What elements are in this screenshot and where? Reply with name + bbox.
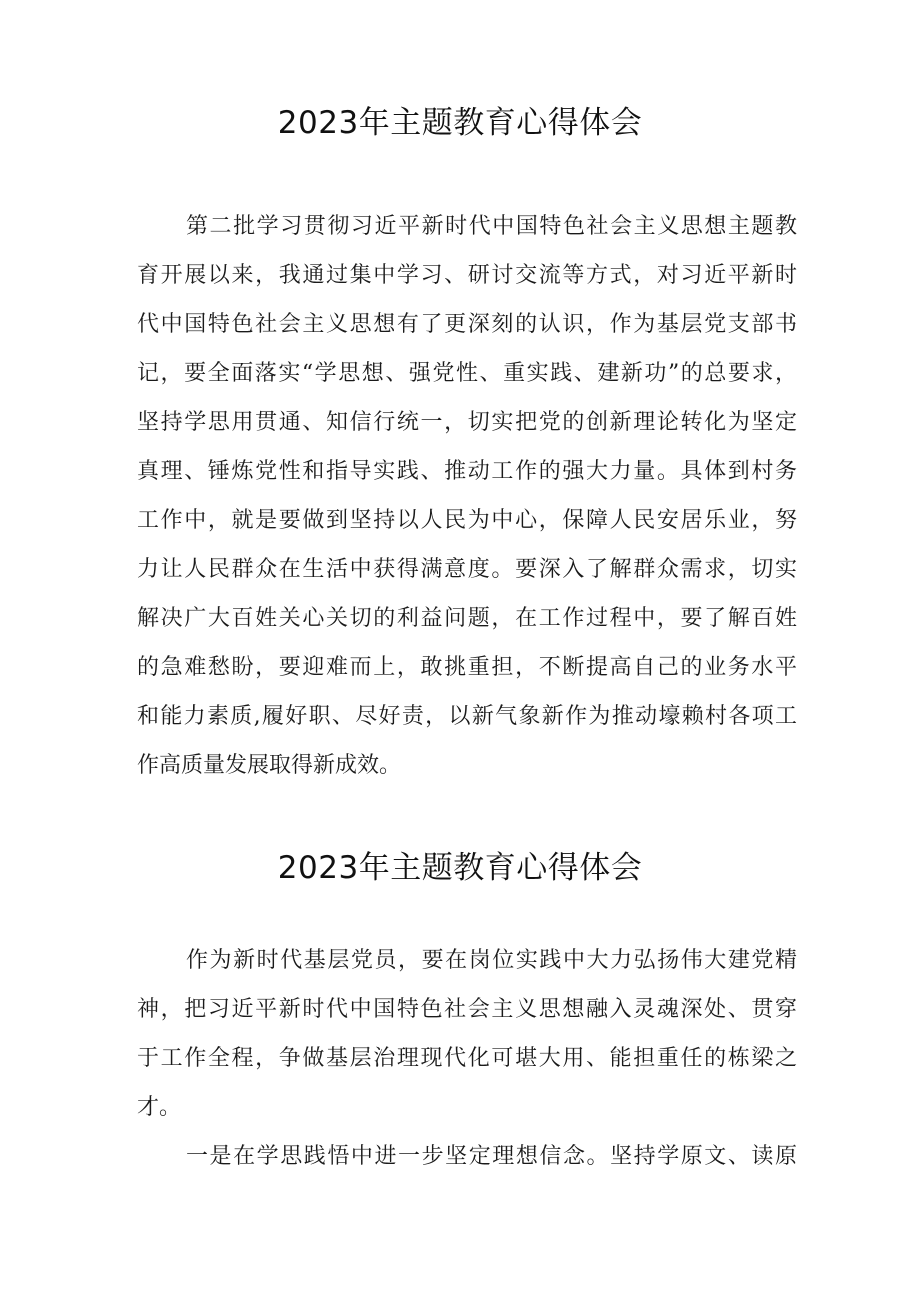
paragraph-line: 工作中，就是要做到坚持以人民为中心，保障人民安居乐业，努	[137, 508, 797, 533]
section-title: 2023年主题教育心得体会	[277, 105, 643, 141]
paragraph-line: 育开展以来，我通过集中学习、研讨交流等方式，对习近平新时	[137, 263, 797, 288]
body-paragraph	[137, 202, 797, 790]
paragraph-line: 作为新时代基层党员，要在岗位实践中大力弘扬伟大建党精	[186, 948, 797, 973]
paragraph-line: 作高质量发展取得新成效。	[137, 753, 402, 778]
paragraph-line: 记，要全面落实“学思想、强党性、重实践、建新功”的总要求，	[137, 361, 797, 386]
body-paragraph	[137, 1132, 797, 1181]
paragraph-line: 一是在学思践悟中进一步坚定理想信念。坚持学原文、读原	[186, 1144, 797, 1169]
body-paragraph	[137, 936, 797, 1132]
paragraph-line: 坚持学思用贯通、知信行统一，切实把党的创新理论转化为坚定	[137, 410, 797, 435]
paragraph-line: 第二批学习贯彻习近平新时代中国特色社会主义思想主题教	[186, 214, 797, 239]
paragraph-line: 和能力素质,履好职、尽好责，以新气象新作为推动壕赖村各项工	[137, 704, 797, 729]
paragraph-line: 真理、锤炼党性和指导实践、推动工作的强大力量。具体到村务	[137, 459, 797, 484]
paragraph-line: 代中国特色社会主义思想有了更深刻的认识，作为基层党支部书	[137, 312, 797, 337]
paragraph-line: 解决广大百姓关心关切的利益问题，在工作过程中，要了解百姓	[137, 606, 797, 631]
section-title: 2023年主题教育心得体会	[277, 850, 643, 886]
paragraph-line: 的急难愁盼，要迎难而上，敢挑重担，不断提高自己的业务水平	[137, 655, 797, 680]
paragraph-line: 神，把习近平新时代中国特色社会主义思想融入灵魂深处、贯穿	[137, 997, 797, 1022]
paragraph-line: 才。	[137, 1095, 182, 1120]
paragraph-line: 于工作全程，争做基层治理现代化可堪大用、能担重任的栋梁之	[137, 1046, 797, 1071]
paragraph-line: 力让人民群众在生活中获得满意度。要深入了解群众需求，切实	[137, 557, 797, 582]
